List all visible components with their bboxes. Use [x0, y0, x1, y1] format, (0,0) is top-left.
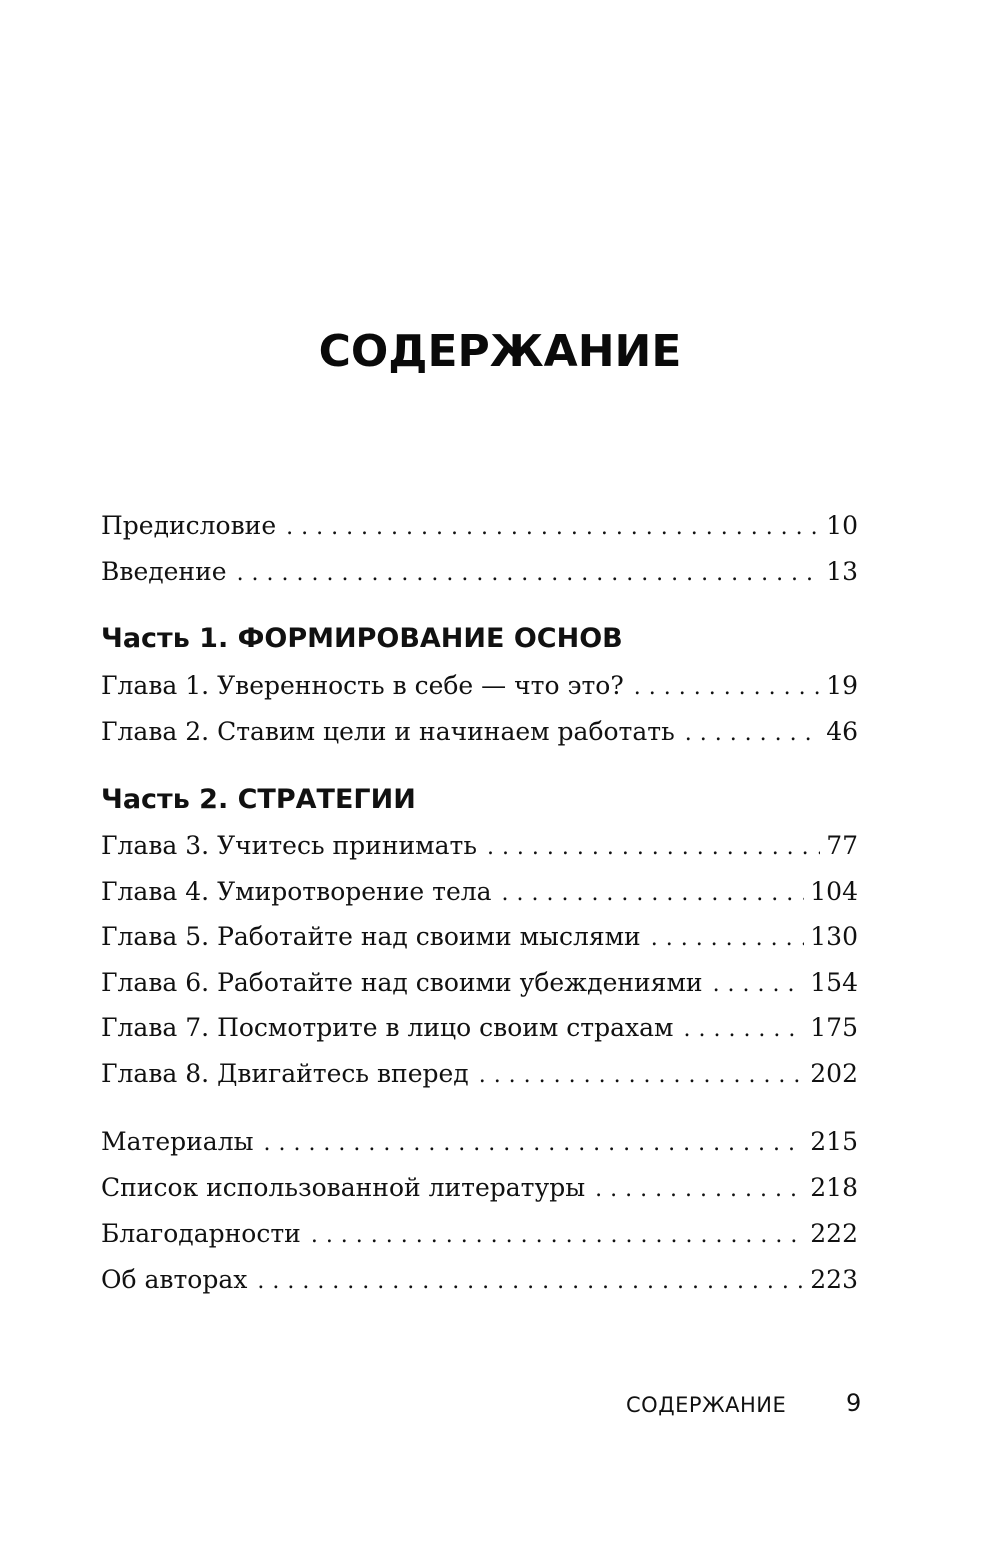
toc-entry-chapter-2[interactable] [101, 714, 858, 750]
toc-entry-label: Глава 1. Уверенность в себе — что это? [101, 671, 624, 700]
toc-entry-page: 130 [810, 922, 858, 951]
toc-entry-page: 215 [810, 1127, 858, 1156]
toc-entry-page: 154 [810, 968, 858, 997]
toc-entry-label: Список использованной литературы [101, 1173, 586, 1202]
toc-entry-label: Предисловие [101, 511, 277, 540]
toc-entry-label: Введение [101, 557, 227, 586]
toc-entry-page: 223 [810, 1265, 858, 1294]
toc-entry-chapter-5[interactable] [101, 919, 858, 955]
toc-entry-label: Глава 6. Работайте над своими убеждениями [101, 968, 703, 997]
dot-leader [502, 876, 805, 912]
toc-entry-chapter-4[interactable] [101, 874, 858, 910]
toc-entry-page: 13 [826, 557, 858, 586]
dot-leader [634, 670, 820, 706]
dot-leader [479, 1058, 805, 1094]
toc-entry-page: 222 [810, 1219, 858, 1248]
dot-leader [237, 556, 821, 592]
toc-entry-chapter-1[interactable] [101, 668, 858, 704]
toc-entry-preface[interactable] [101, 508, 858, 544]
toc-entry-label: Глава 8. Двигайтесь вперед [101, 1059, 469, 1088]
toc-entry-label: Глава 2. Ставим цели и начинаем работать [101, 717, 675, 746]
dot-leader [684, 1012, 805, 1048]
toc-entry-materials[interactable] [101, 1124, 858, 1160]
toc-entry-chapter-6[interactable] [101, 965, 858, 1001]
toc-entry-page: 202 [810, 1059, 858, 1088]
toc-entry-label: Материалы [101, 1127, 254, 1156]
toc-entry-page: 77 [826, 831, 858, 860]
page-title: СОДЕРЖАНИЕ [318, 326, 682, 377]
toc-entry-page: 218 [810, 1173, 858, 1202]
toc-entry-chapter-7[interactable] [101, 1010, 858, 1046]
dot-leader [263, 1126, 804, 1162]
dot-leader [311, 1218, 804, 1254]
dot-leader [685, 716, 820, 752]
toc-entry-label: Глава 4. Умиротворение тела [101, 877, 492, 906]
dot-leader [487, 830, 820, 866]
dot-leader [286, 510, 820, 546]
toc-entry-page: 19 [826, 671, 858, 700]
part-1-heading: Часть 1. ФОРМИРОВАНИЕ ОСНОВ [101, 623, 623, 654]
toc-entry-bibliography[interactable] [101, 1170, 858, 1206]
toc-entry-page: 10 [826, 511, 858, 540]
dot-leader [257, 1264, 804, 1300]
toc-entry-chapter-3[interactable] [101, 828, 858, 864]
toc-entry-about-authors[interactable] [101, 1262, 858, 1298]
toc-entry-label: Глава 3. Учитесь принимать [101, 831, 477, 860]
toc-entry-label: Глава 7. Посмотрите в лицо своим страхам [101, 1013, 674, 1042]
toc-entry-page: 175 [810, 1013, 858, 1042]
toc-entry-page: 46 [826, 717, 858, 746]
toc-entry-label: Глава 5. Работайте над своими мыслями [101, 922, 641, 951]
toc-entry-label: Об авторах [101, 1265, 248, 1294]
toc-entry-label: Благодарности [101, 1219, 301, 1248]
dot-leader [651, 921, 805, 957]
page-number: 9 [846, 1389, 862, 1417]
toc-entry-introduction[interactable] [101, 554, 858, 590]
running-footer-label: СОДЕРЖАНИЕ [626, 1393, 787, 1417]
toc-entry-page: 104 [810, 877, 858, 906]
dot-leader [595, 1172, 804, 1208]
part-2-heading: Часть 2. СТРАТЕГИИ [101, 784, 416, 815]
toc-entry-chapter-8[interactable] [101, 1056, 858, 1092]
toc-entry-acknowledgements[interactable] [101, 1216, 858, 1252]
dot-leader [713, 967, 805, 1003]
